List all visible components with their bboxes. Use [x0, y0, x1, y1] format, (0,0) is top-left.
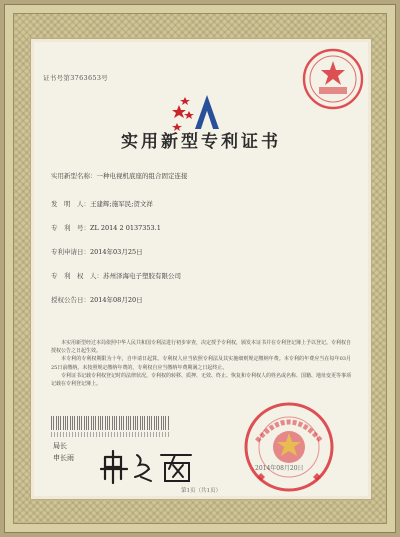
- field-utility-name: 实用新型名称：一种电视机底座的组合固定连接: [51, 172, 188, 180]
- barcode-secondary: [51, 432, 169, 437]
- field-application-date: 专利申请日：2014年03月25日: [51, 248, 143, 256]
- certificate-body: [51, 339, 351, 388]
- body-paragraph: 本专利的专利权期限为十年，自申请日起算。专利权人应当依照专利法及其实施细则规定缴纳年费。本专利的年费应当在每年03月25日前缴纳。未按照规定缴纳年费的，专利权自应当缴纳年费期满之日起终止。: [51, 356, 351, 371]
- field-inventors: 发 明 人：王建辉;施军民;贺文祥: [51, 200, 153, 208]
- director-signature: [99, 447, 199, 487]
- certificate-title: 实用新型专利证书: [121, 132, 281, 152]
- director-title: 局长: [53, 442, 67, 450]
- body-paragraph: 本实用新型经过本局依照中华人民共和国专利法进行初步审查，决定授予专利权，颁发本证书并在专利登记簿上予以登记。专利权自授权公告之日起生效。: [51, 340, 352, 355]
- field-patentee: 专 利 权 人：苏州泽海电子塑胶有限公司: [51, 272, 181, 280]
- field-patent-number: 专 利 号：ZL 2014 2 0137353.1: [51, 224, 161, 232]
- director-name: 申长雨: [53, 454, 74, 462]
- top-seal-icon: [301, 47, 365, 111]
- certificate-paper: [30, 38, 372, 500]
- field-grant-date: 授权公告日：2014年08月20日: [51, 296, 143, 304]
- body-paragraph: 专利证书记载专利权登记时的法律状况。专利权的转移、质押、无效、终止、恢复和专利权人的姓名或名称、国籍、地址变更等事项记载在专利登记簿上。: [51, 372, 352, 388]
- barcode: [51, 416, 169, 430]
- seal-date: 2014年08月20日: [255, 465, 304, 472]
- page-number: 第1页（共1页）: [181, 488, 221, 494]
- national-ip-seal-icon: [243, 401, 335, 493]
- certificate-serial: 证书号第3763653号: [43, 74, 109, 82]
